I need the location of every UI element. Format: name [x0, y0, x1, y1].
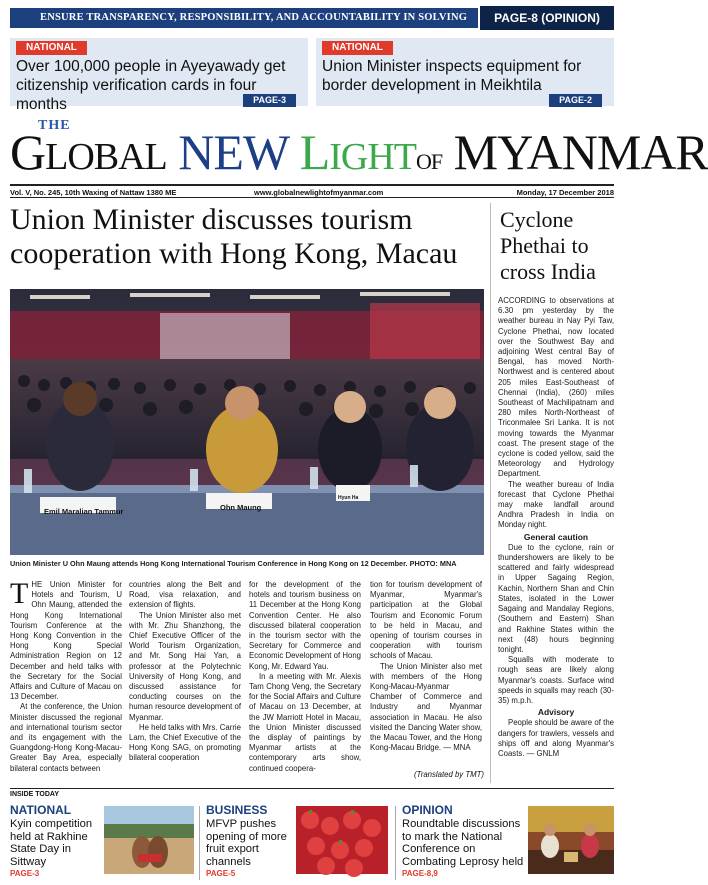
side-story-body	[498, 296, 614, 759]
teaser-tag: NATIONAL	[16, 41, 87, 55]
top-banner	[0, 0, 621, 35]
inside-title[interactable]: MFVP pushes opening of more fruit export channels	[206, 818, 287, 868]
story-paragraph: tion for tourism development of Myanmar, Myanmar's participation at the Global Tourism and Economic Forum to be held in Macau, and opening of tourism courses in cooperation with tourism schools of Macau.	[370, 580, 482, 661]
name-card-label: Ohn Maung	[220, 503, 262, 512]
fruit-image	[296, 806, 388, 874]
teaser-page[interactable]: PAGE-2	[549, 94, 602, 107]
masthead-logo[interactable]	[10, 116, 708, 182]
name-card-label: Emil Maralian Tammur	[44, 507, 124, 516]
story-paragraph: The Union Minister also met with Mr. Zhu Shanzhong, the Chief Executive Officer of the World Tourism Organization, and Mr. Song Hai Yan, a professor at the Polytechnic University of Hong Kong, and discussed assistance for conducting courses on the human resource development of Myanmar.	[129, 610, 241, 722]
inside-section: BUSINESS	[206, 803, 268, 817]
side-subhead: Advisory	[537, 707, 575, 718]
main-headline[interactable]: Union Minister discusses tourism cooperation with Hong Kong, Macau	[10, 203, 458, 270]
inside-title[interactable]: Kyin competition held at Rakhine State Day in Sittway	[10, 818, 93, 868]
issue-volume: Vol. V, No. 245, 10th Waxing of Nattaw 1380 ME	[10, 188, 177, 197]
story-paragraph: In a meeting with Mr. Alexis Tam Chong Veng, the Secretary for the Social Affairs and Culture of Macau on 13 December, at the JW Marriott Hotel in Macau, the Union Minister discussed the display of paintings by Myanmar artists at the contemporary arts show, continued coopera-	[249, 671, 361, 773]
masthead-name	[10, 122, 708, 192]
inside-divider	[395, 806, 396, 880]
masthead-lobal: LOBAL	[45, 136, 167, 178]
issue-date: Monday, 17 December 2018	[516, 188, 614, 197]
inside-item-national[interactable]	[10, 804, 102, 882]
masthead-i: I	[329, 136, 341, 178]
dropcap: T	[10, 577, 29, 610]
translation-credit: (Translated by TMT)	[413, 770, 484, 779]
side-paragraph: The weather bureau of India forecast that Cyclone Phethai may make landfall around Andhra Pradesh in India on Monday night.	[498, 479, 614, 530]
teaser-left[interactable]	[10, 38, 308, 113]
side-paragraph: ACCORDING to observations at 6.30 pm yesterday by the weather bureau in Nay Pyi Taw, Cyclone Phethai, now located over the Southwest Bay and adjoining West central Bay of Bengal, has moved North-Northwest and is centered about 205 miles East-Southeast of Chennai (India), (260) miles Southeast of Machilipatnam and 280 miles North-Northeast of Triconmalee Sri Lanka. It is not moving towards the Myanmar coast. The present stage of the cyclone is coded yellow, said the Meteorology and Hydrology Department.	[498, 296, 614, 479]
side-subhead: General caution	[523, 531, 589, 542]
masthead-myanmar: MYANMAR	[453, 124, 708, 180]
top-banner-text[interactable]: ENSURE TRANSPARENCY, RESPONSIBILITY, AND ACCOUNTABILITY IN SOLVING	[10, 8, 478, 28]
story-column-3	[249, 580, 361, 774]
teaser-page[interactable]: PAGE-3	[243, 94, 296, 107]
caption-credit: PHOTO: MNA	[409, 559, 457, 568]
story-paragraph: HE Union Minister for Hotels and Tourism, U Ohn Maung, attended the Hong Kong International Tourism Conference at the Hong Kong Convention in the Hong Kong Special Administration Region on 12 December and held talks with the Secretary for the Social Affairs and Culture of Macau on 13 December.	[10, 580, 122, 702]
inside-title[interactable]: Roundtable discussions to mark the National Conference on Combating Leprosy held	[402, 818, 524, 868]
story-paragraph: for the development of the hotels and tourism business on 11 December at the Hong Kong Convention Center. He also discussed bilateral cooperation in the tourism sector with the Secretary for Commerce and Economic Development of Hong Kong, Mr. Edward Yau.	[249, 580, 361, 671]
masthead-the: THE	[38, 118, 71, 133]
story-column-4	[370, 580, 482, 753]
story-paragraph: He held talks with Mrs. Carrie Lam, the Chief Executive of the Hong Kong SAG, on promoting bilateral cooperation	[129, 722, 241, 763]
inside-divider	[199, 806, 200, 880]
name-card-label: Hyun Ha	[338, 495, 359, 501]
inside-thumb-fruit[interactable]	[296, 806, 388, 874]
story-paragraph: The Union Minister also met with members of the Hong Kong-Macau-Myanmar Chamber of Commerce and Industry and Myanmar association in Macau. He also visited the Dancing Water show, the Macau Tower, and the Hong Kong-Macau Bridge. — MNA	[370, 661, 482, 753]
wrestling-image	[104, 806, 194, 874]
caption-text: Union Minister U Ohn Maung attends Hong Kong International Tourism Conference in Hong Kong on 12 December.	[10, 559, 408, 568]
inside-item-opinion[interactable]	[402, 804, 526, 882]
side-paragraph: Squalls with moderate to rough seas are likely along Myanmar's coasts. Surface wind speeds in squalls may reach (30-35) m.p.h.	[498, 655, 614, 705]
inside-today-label: INSIDE TODAY	[10, 788, 614, 800]
masthead-g: G	[10, 124, 46, 180]
inside-section: OPINION	[402, 803, 453, 817]
dateline	[10, 184, 614, 198]
masthead-ght: GHT	[340, 136, 417, 178]
masthead-of: OF	[416, 149, 443, 174]
masthead-l: L	[299, 124, 330, 180]
inside-section: NATIONAL	[10, 803, 72, 817]
teaser-headline[interactable]: Over 100,000 people in Ayeyawady get citizenship verification cards in four months	[16, 58, 286, 113]
story-paragraph: At the conference, the Union Minister discussed the regional and international tourism sector and its engagement with the Guangdong-Hong Kong-Macau-Greater Bay Area, especially bilateral contacts between	[10, 702, 122, 773]
side-paragraph: Due to the cyclone, rain or thundershowers are likely to be scattered and fairly widespread in Upper Sagaing Region, Kachin, Northern Shan and Chin States, isolated in the Lower Sagaing and Mandalay Regions, (Southern and Eastern) Shan and Rakhine States within the next (48) hours beginning tonight.	[498, 542, 614, 654]
inside-page[interactable]: PAGE-8,9	[402, 869, 438, 878]
website-link[interactable]: www.globalnewlightofmyanmar.com	[254, 188, 384, 197]
teaser-tag: NATIONAL	[322, 41, 393, 55]
inside-thumb-roundtable[interactable]	[528, 806, 614, 874]
teaser-right[interactable]	[316, 38, 614, 106]
inside-page[interactable]: PAGE-5	[206, 869, 236, 878]
inside-thumb-wrestling[interactable]	[104, 806, 194, 874]
masthead-new: NEW	[178, 124, 289, 180]
story-column-2	[129, 580, 241, 764]
inside-item-business[interactable]	[206, 804, 294, 882]
conference-photo	[10, 289, 484, 555]
side-headline[interactable]: Cyclone Phethai to cross India	[500, 207, 596, 284]
photo-caption	[10, 559, 488, 569]
teaser-headline[interactable]: Union Minister inspects equipment for border development in Meikhtila	[322, 58, 582, 94]
top-banner-page-link[interactable]: PAGE-8 (OPINION)	[480, 6, 614, 30]
roundtable-image	[528, 806, 614, 874]
inside-page[interactable]: PAGE-3	[10, 869, 40, 878]
story-column-1	[10, 577, 122, 774]
column-divider	[490, 203, 491, 783]
side-paragraph: People should be aware of the dangers for trawlers, vessels and ships off and along Myanmar's Coasts. — GNLM	[498, 718, 614, 758]
story-paragraph: countries along the Belt and Road, visa relaxation, and extension of flights.	[129, 580, 241, 610]
